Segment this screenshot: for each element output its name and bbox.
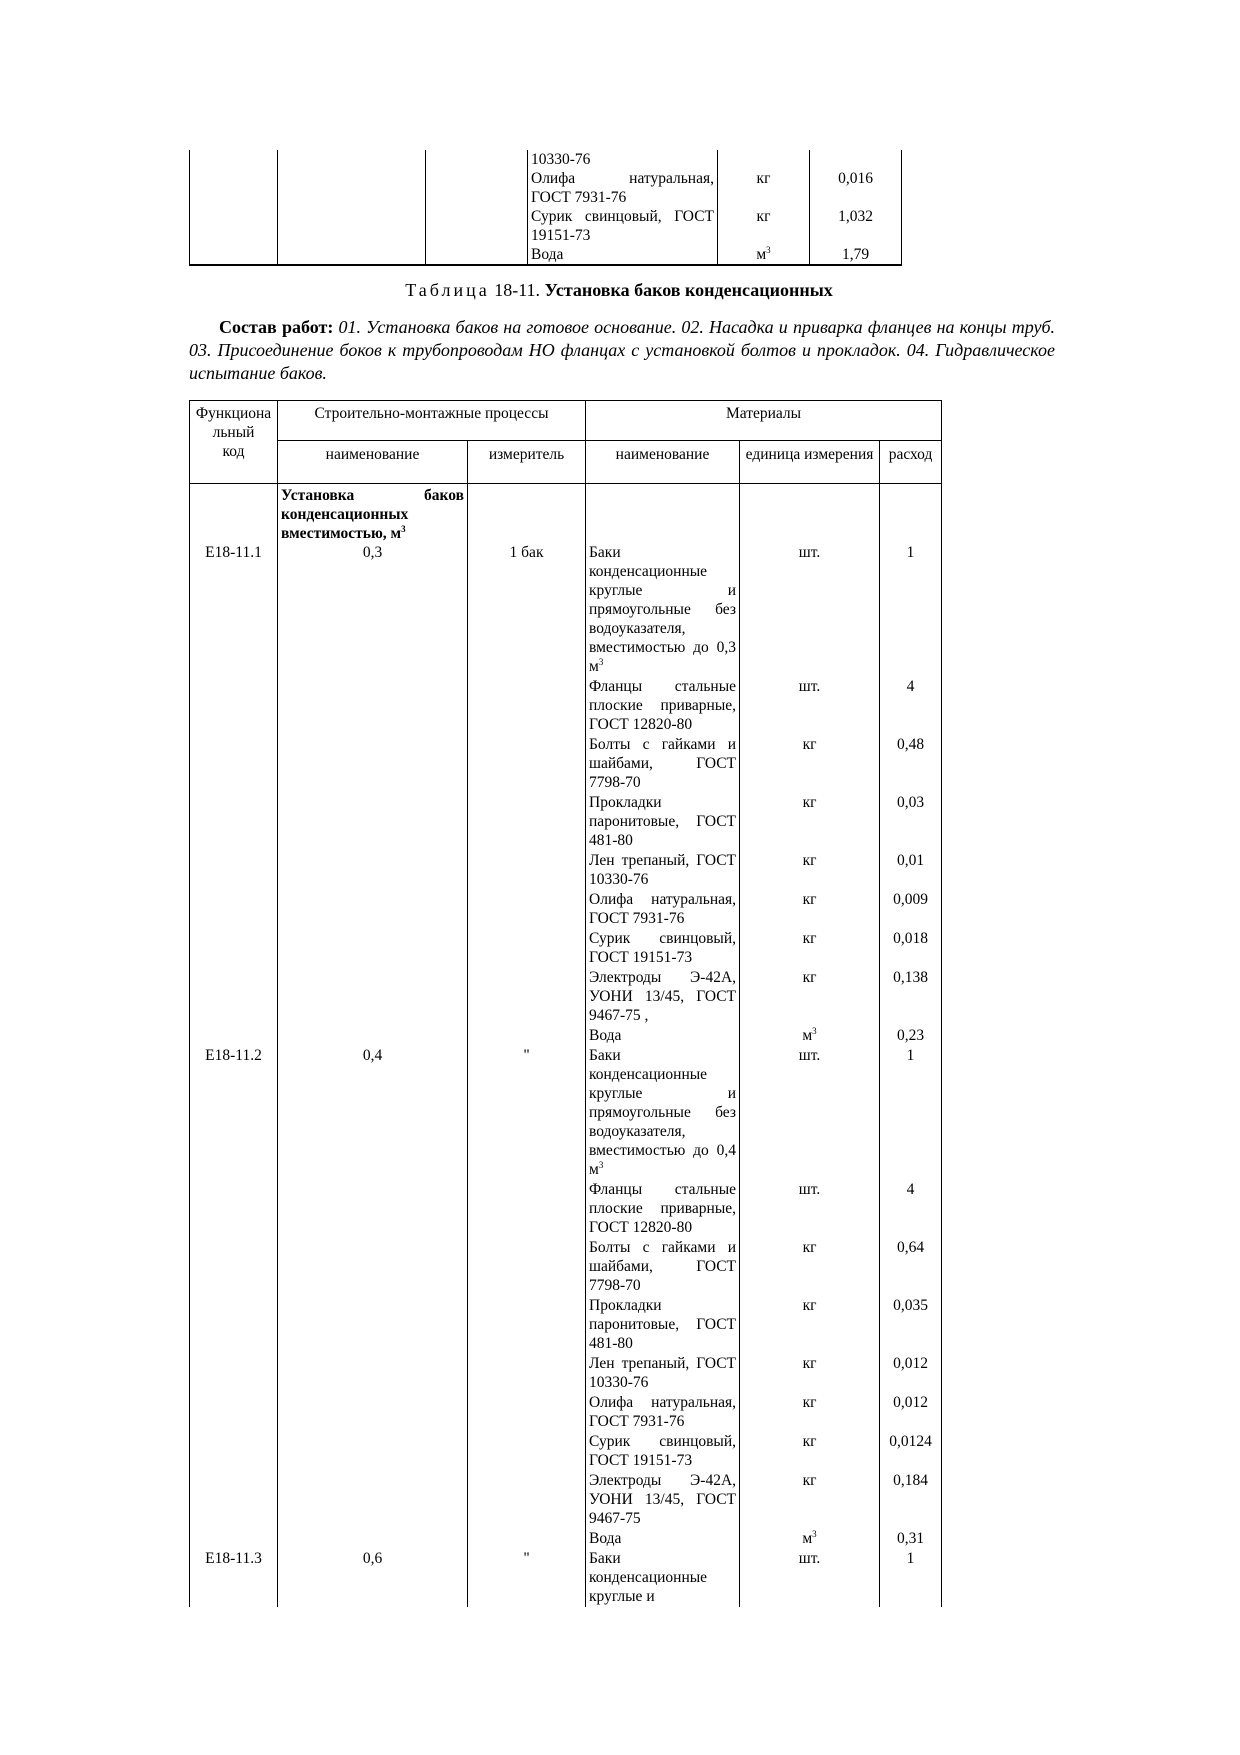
- material-amount: 0,48: [880, 735, 942, 793]
- item-volume: [278, 1180, 468, 1238]
- table-row: [190, 1393, 942, 1432]
- table-row: [190, 1238, 942, 1296]
- material-unit: кг: [740, 1238, 880, 1296]
- material-unit: кг: [740, 1354, 880, 1393]
- item-volume: [278, 929, 468, 968]
- item-meter: [468, 677, 586, 735]
- item-volume: [278, 677, 468, 735]
- continuation-table: [189, 150, 902, 266]
- material-unit: кг: [740, 1471, 880, 1529]
- material-amount: 0,012: [880, 1393, 942, 1432]
- item-meter: 1 бак: [468, 543, 586, 677]
- material-unit: $м^3$: [740, 1529, 880, 1549]
- material-name: Вода: [586, 1529, 740, 1549]
- material-amount: 0,23: [880, 1026, 942, 1046]
- header-row: [190, 401, 942, 441]
- item-code: [190, 929, 278, 968]
- item-code: [190, 1180, 278, 1238]
- material-unit: кг: [718, 207, 810, 245]
- table-row: [190, 1549, 942, 1607]
- material-name: Фланцы стальные плоские приварные, ГОСТ 12820-80: [586, 1180, 740, 1238]
- item-volume: [278, 793, 468, 851]
- material-name: Олифа натуральная, ГОСТ 7931-76: [586, 890, 740, 929]
- item-code: [190, 968, 278, 1026]
- table-row: [190, 929, 942, 968]
- item-meter: [468, 1238, 586, 1296]
- item-volume: 0,6: [278, 1549, 468, 1607]
- material-name: Олифа натуральная, ГОСТ 7931-76: [586, 1393, 740, 1432]
- item-code: [190, 1354, 278, 1393]
- table-row: [190, 1432, 942, 1471]
- item-volume: [278, 1529, 468, 1549]
- group-title-row: [190, 484, 942, 544]
- material-unit: шт.: [740, 677, 880, 735]
- work-composition: Состав работ: 01. Установка баков на готовое основание. 02. Насадка и приварка фланцев на концы труб. 03. Присоединение боков к трубопроводам НО фланцах с установкой болтов и прокладок. 04. Гидравлическое испытание баков.: [189, 317, 1055, 383]
- table-row: [190, 1471, 942, 1529]
- table-row: [190, 150, 902, 169]
- material-unit: кг: [740, 851, 880, 890]
- material-amount: 1,032: [810, 207, 902, 245]
- item-code: Е18-11.2: [190, 1046, 278, 1180]
- material-amount: 4: [880, 677, 942, 735]
- table-row: [190, 890, 942, 929]
- material-name: Прокладки паронитовые, ГОСТ 481-80: [586, 1296, 740, 1354]
- header-processes: Строительно-монтажные процессы: [278, 401, 586, 441]
- item-code: [190, 1529, 278, 1549]
- material-amount: 0,31: [880, 1529, 942, 1549]
- table-row: [190, 677, 942, 735]
- item-volume: [278, 1393, 468, 1432]
- material-name: Олифа натуральная, ГОСТ 7931-76: [528, 169, 718, 207]
- table-row: [190, 851, 942, 890]
- item-volume: [278, 1354, 468, 1393]
- item-code: Е18-11.3: [190, 1549, 278, 1607]
- header-proc-name: наименование: [278, 441, 468, 484]
- material-amount: 0,184: [880, 1471, 942, 1529]
- material-name: 10330-76: [528, 150, 718, 169]
- item-meter: ": [468, 1046, 586, 1180]
- material-unit: кг: [740, 890, 880, 929]
- item-meter: [468, 968, 586, 1026]
- table-row: [190, 1180, 942, 1238]
- material-name: Болты с гайками и шайбами, ГОСТ 7798-70: [586, 1238, 740, 1296]
- header-code: Функциона льный код: [190, 401, 278, 484]
- item-meter: [468, 1432, 586, 1471]
- material-unit: шт.: [740, 1180, 880, 1238]
- material-unit: $м^3$: [740, 1026, 880, 1046]
- item-meter: [468, 735, 586, 793]
- item-code: [190, 1432, 278, 1471]
- material-name: Сурик свинцовый, ГОСТ 19151-73: [586, 1432, 740, 1471]
- table-row: [190, 735, 942, 793]
- material-name: Фланцы стальные плоские приварные, ГОСТ 12820-80: [586, 677, 740, 735]
- material-amount: 4: [880, 1180, 942, 1238]
- item-meter: [468, 1354, 586, 1393]
- table-row: [190, 1026, 942, 1046]
- material-unit: шт.: [740, 1549, 880, 1607]
- material-amount: 1: [880, 1046, 942, 1180]
- material-amount: 0,138: [880, 968, 942, 1026]
- item-code: [190, 851, 278, 890]
- material-amount: 0,009: [880, 890, 942, 929]
- material-name: Лен трепаный, ГОСТ 10330-76: [586, 1354, 740, 1393]
- item-volume: [278, 1432, 468, 1471]
- material-unit: кг: [740, 793, 880, 851]
- material-amount: 0,64: [880, 1238, 942, 1296]
- table-row: [190, 968, 942, 1026]
- table-row: [190, 169, 902, 207]
- material-name: Баки конденсационные круглые и: [586, 1549, 740, 1607]
- material-unit: кг: [740, 968, 880, 1026]
- item-code: [190, 1238, 278, 1296]
- material-name: Электроды Э-42А, УОНИ 13/45, ГОСТ 9467-75: [586, 1471, 740, 1529]
- item-code: [190, 1296, 278, 1354]
- material-amount: 0,03: [880, 793, 942, 851]
- table-caption: Таблица 18-11. Установка баков конденсационных: [405, 280, 833, 300]
- table-row: [190, 245, 902, 265]
- item-code: [190, 1393, 278, 1432]
- header-row: [190, 441, 942, 484]
- item-code: [190, 793, 278, 851]
- material-name: Вода: [586, 1026, 740, 1046]
- item-meter: [468, 851, 586, 890]
- table-row: [190, 1529, 942, 1549]
- material-unit: кг: [740, 1296, 880, 1354]
- norms-table: [189, 400, 942, 1607]
- item-meter: [468, 929, 586, 968]
- table-row: [190, 207, 902, 245]
- material-unit: кг: [718, 169, 810, 207]
- header-mat-name: наименование: [586, 441, 740, 484]
- header-mat-amount: расход: [880, 441, 942, 484]
- item-meter: ": [468, 1549, 586, 1607]
- item-volume: [278, 968, 468, 1026]
- item-meter: [468, 1529, 586, 1549]
- item-meter: [468, 1026, 586, 1046]
- material-name: Баки конденсационные круглые и прямоугольные без водоуказателя, вместимостью до 0,3 $м^3$: [586, 543, 740, 677]
- table-row: [190, 793, 942, 851]
- material-amount: 1: [880, 1549, 942, 1607]
- material-amount: 0,01: [880, 851, 942, 890]
- header-materials: Материалы: [586, 401, 942, 441]
- material-amount: 1: [880, 543, 942, 677]
- table-row: [190, 543, 942, 677]
- material-unit: кг: [740, 929, 880, 968]
- table-row: [190, 1296, 942, 1354]
- material-amount: 0,0124: [880, 1432, 942, 1471]
- item-volume: [278, 1471, 468, 1529]
- material-name: Электроды Э-42А, УОНИ 13/45, ГОСТ 9467-75 ,: [586, 968, 740, 1026]
- item-code: [190, 677, 278, 735]
- table-row: [190, 1354, 942, 1393]
- material-unit: $м^3$: [718, 245, 810, 265]
- item-volume: 0,3: [278, 543, 468, 677]
- material-name: Сурик свинцовый, ГОСТ 19151-73: [586, 929, 740, 968]
- material-name: Лен трепаный, ГОСТ 10330-76: [586, 851, 740, 890]
- item-meter: [468, 1180, 586, 1238]
- material-unit: кг: [740, 735, 880, 793]
- item-volume: [278, 1026, 468, 1046]
- header-mat-unit: единица измерения: [740, 441, 880, 484]
- material-name: Вода: [528, 245, 718, 265]
- material-name: Сурик свинцовый, ГОСТ 19151-73: [528, 207, 718, 245]
- item-code: [190, 890, 278, 929]
- table-row: [190, 1046, 942, 1180]
- item-volume: [278, 890, 468, 929]
- material-amount: 0,012: [880, 1354, 942, 1393]
- item-volume: [278, 735, 468, 793]
- material-amount: 0,016: [810, 169, 902, 207]
- material-amount: 0,018: [880, 929, 942, 968]
- material-unit: шт.: [740, 543, 880, 677]
- item-code: Е18-11.1: [190, 543, 278, 677]
- material-name: Баки конденсационные круглые и прямоугольные без водоуказателя, вместимостью до 0,4 $м^3$: [586, 1046, 740, 1180]
- item-volume: [278, 1296, 468, 1354]
- material-unit: кг: [740, 1432, 880, 1471]
- material-name: Прокладки паронитовые, ГОСТ 481-80: [586, 793, 740, 851]
- item-code: [190, 1026, 278, 1046]
- material-amount: 0,035: [880, 1296, 942, 1354]
- header-proc-unit: измеритель: [468, 441, 586, 484]
- material-unit: кг: [740, 1393, 880, 1432]
- item-volume: 0,4: [278, 1046, 468, 1180]
- item-code: [190, 735, 278, 793]
- item-meter: [468, 1471, 586, 1529]
- item-code: [190, 1471, 278, 1529]
- material-name: Болты с гайками и шайбами, ГОСТ 7798-70: [586, 735, 740, 793]
- material-unit: шт.: [740, 1046, 880, 1180]
- material-amount: 1,79: [810, 245, 902, 265]
- item-volume: [278, 1238, 468, 1296]
- group-title: Установка баков конденсационных вместимостью, $м^3$: [278, 484, 468, 544]
- item-volume: [278, 851, 468, 890]
- item-meter: [468, 1393, 586, 1432]
- item-meter: [468, 1296, 586, 1354]
- item-meter: [468, 890, 586, 929]
- item-meter: [468, 793, 586, 851]
